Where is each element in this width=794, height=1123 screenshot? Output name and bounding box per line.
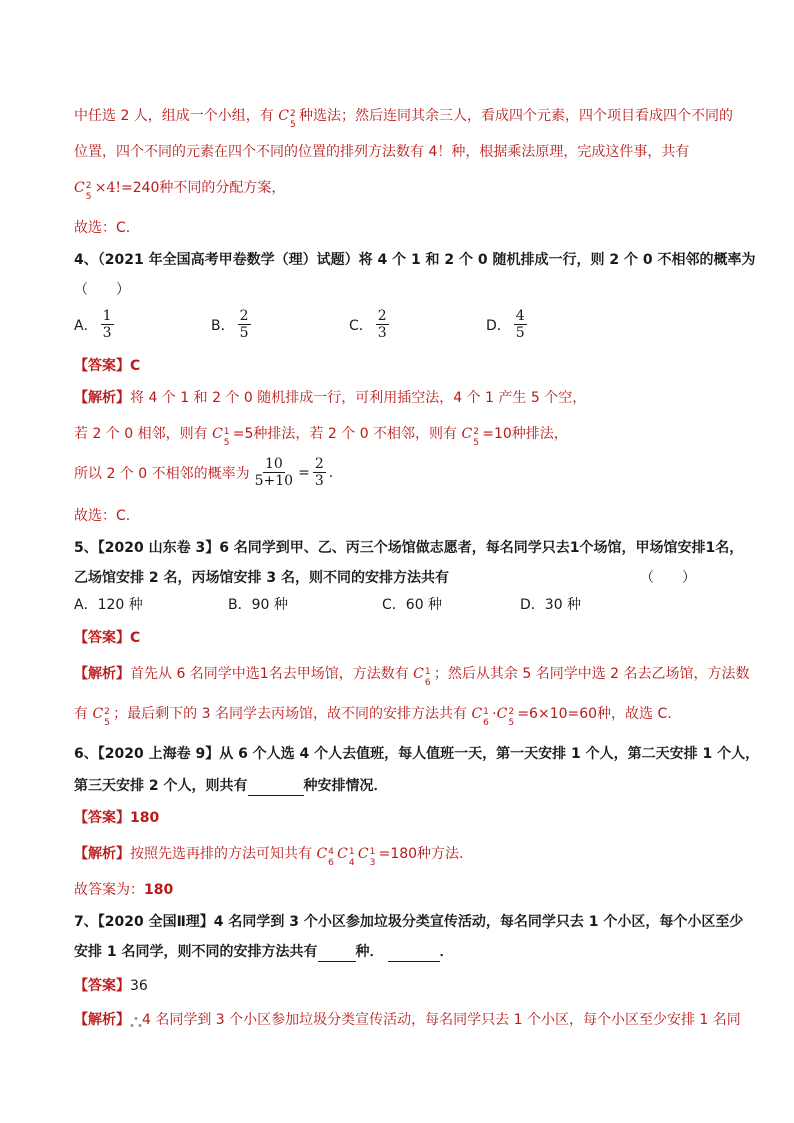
q6-stem-2: 第三天安排 2 个人，则共有 种安排情况． [74, 778, 388, 794]
q4-stem: 4、（2021 年全国高考甲卷数学（理）试题）将 4 个 1 和 2 个 0 随机排成一行，则 2 个 0 不相邻的概率为 [74, 252, 756, 268]
q6-stem-1: 6、【2020 上海卷 9】从 6 个人选 4 个人去值班，每人值班一天，第一天安排 1 个人，第二天安排 1 个人， [74, 746, 760, 762]
q4-option-b: B． $\frac{2}{5}$ [211, 308, 249, 341]
q4-option-c: C． $\frac{2}{3}$ [349, 308, 387, 341]
q4-answer: 【答案】C [74, 358, 141, 374]
q5-expl-1: 【解析】首先从 6 名同学中选1名去甲场馆，方法数有 C 1 6 ；然后从其余 5 名同学中选 2 名去乙场馆，方法数 [74, 666, 750, 688]
q4-final: 故选：C. [74, 508, 131, 524]
q5-stem-2: 乙场馆安排 2 名，丙场馆安排 3 名，则不同的安排方法共有 [74, 570, 449, 586]
prev-line-1: 中任选 2 人，组成一个小组，有 C 2 5 种选法；然后连同其余三人，看成四个元素，四个项目看成四个不同的 [74, 108, 733, 130]
q5-stem-1: 5、【2020 山东卷 3】6 名同学到甲、乙、丙三个场馆做志愿者，每名同学只去1个场馆，甲场馆安排1名， [74, 540, 744, 556]
q6-blank [248, 781, 304, 796]
q6-final: 故答案为：180 [74, 882, 174, 898]
q4-expl-3: 所以 2 个 0 不相邻的概率为 $\frac{10}{5+10}$ = $\frac{2}{3}$ . [74, 456, 334, 489]
q4-option-d: D． $\frac{4}{5}$ [486, 308, 525, 341]
q5-answer: 【答案】C [74, 630, 141, 646]
prev-answer: 故选：C. [74, 220, 131, 236]
q7-answer: 【答案】36 [74, 978, 148, 994]
q6-expl: 【解析】按照先选再排的方法可知共有 C 4 6 C 1 4 C 1 3 =180种方法． [74, 846, 474, 868]
q7-stem-2: 安排 1 名同学，则不同的安排方法共有 种． ． [74, 944, 454, 960]
q4-expl-2: 若 2 个 0 相邻，则有 C 1 5 =5种排法，若 2 个 0 不相邻，则有 C 2 5 =10种排法， [74, 426, 568, 448]
q5-option-b: B． 90 种 [228, 597, 288, 613]
q7-expl: 【解析】 4 名同学到 3 个小区参加垃圾分类宣传活动，每名同学只去 1 个小区，每个小区至少安排 1 名同 [74, 1012, 741, 1028]
q7-blank-1 [318, 947, 356, 962]
q6-answer: 【答案】180 [74, 810, 160, 826]
q4-paren: （ ） [74, 282, 130, 298]
prev-line-3: C 2 5 ×4!=240种不同的分配方案， [74, 180, 286, 202]
because-symbol-icon [130, 1014, 142, 1026]
q4-expl-1: 【解析】将 4 个 1 和 2 个 0 随机排成一行，可利用插空法，4 个 1 产生 5 个空， [74, 390, 587, 406]
q5-expl-2: 有 C 2 5 ；最后剩下的 3 名同学去丙场馆，故不同的安排方法共有 C 1 6 ·C 2 5 =6×10=60种，故选 C. [74, 706, 672, 728]
q4-option-a: A． $\frac{1}{3}$ [74, 308, 112, 341]
q5-paren: （ ） [640, 570, 696, 586]
q7-stem-1: 7、【2020 全国Ⅱ理】4 名同学到 3 个小区参加垃圾分类宣传活动，每名同学只去 1 个小区，每个小区至少 [74, 914, 744, 930]
prev-line-2: 位置，四个不同的元素在四个不同的位置的排列方法数有 4！种，根据乘法原理，完成这件事，共有 [74, 144, 690, 160]
q5-option-c: C． 60 种 [382, 597, 443, 613]
q7-blank-2 [388, 947, 440, 962]
q5-option-a: A． 120 种 [74, 597, 143, 613]
q5-option-d: D． 30 种 [520, 597, 582, 613]
